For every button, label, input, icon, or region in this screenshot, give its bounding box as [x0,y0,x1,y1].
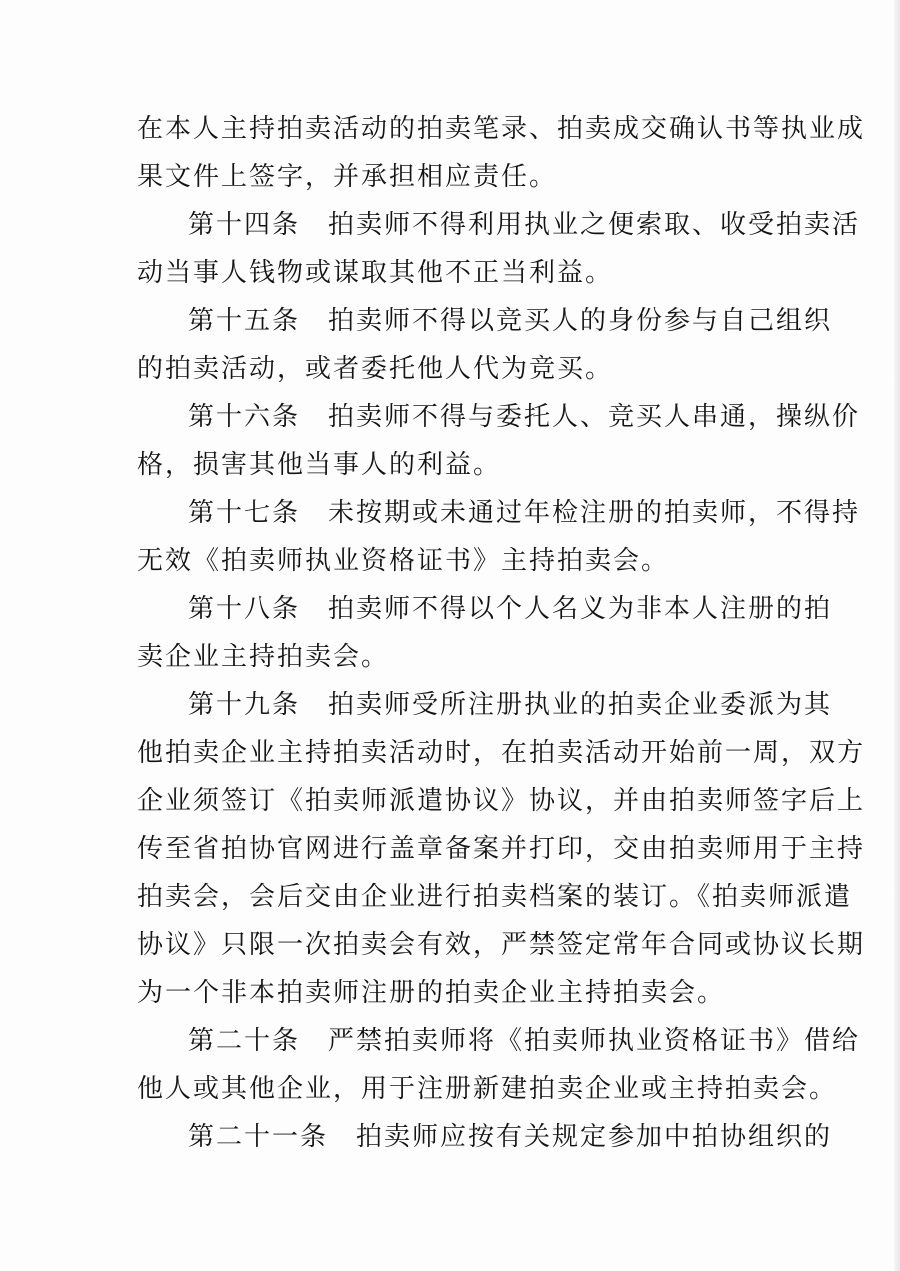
text-line: 无效《拍卖师执业资格证书》主持拍卖会。 [137,546,670,576]
text-line: 果文件上签字，并承担相应责任。 [137,162,558,192]
text-line: 他人或其他企业，用于注册新建拍卖企业或主持拍卖会。 [137,1074,838,1104]
text-line: 传至省拍协官网进行盖章备案并打印，交由拍卖师用于主持 [137,834,866,864]
page-edge-shadow [894,0,900,1271]
text-line: 为一个非本拍卖师注册的拍卖企业主持拍卖会。 [137,978,726,1008]
article-16-line: 第十六条 拍卖师不得与委托人、竞买人串通，操纵价 [188,402,861,432]
article-14-line: 第十四条 拍卖师不得利用执业之便索取、收受拍卖活 [188,210,861,240]
text-line: 卖企业主持拍卖会。 [137,642,390,672]
article-15-line: 第十五条 拍卖师不得以竞买人的身份参与自己组织 [188,306,833,336]
text-line: 在本人主持拍卖活动的拍卖笔录、拍卖成交确认书等执业成 [137,114,866,144]
text-line: 拍卖会，会后交由企业进行拍卖档案的装订。《拍卖师派遣 [137,882,853,912]
text-line: 动当事人钱物或谋取其他不正当利益。 [137,258,614,288]
article-18-line: 第十八条 拍卖师不得以个人名义为非本人注册的拍 [188,594,833,624]
text-line: 企业须签订《拍卖师派遣协议》协议，并由拍卖师签字后上 [137,786,866,816]
article-19-line: 第十九条 拍卖师受所注册执业的拍卖企业委派为其 [188,690,833,720]
article-17-line: 第十七条 未按期或未通过年检注册的拍卖师，不得持 [188,498,861,528]
text-line: 协议》只限一次拍卖会有效，严禁签定常年合同或协议长期 [137,930,866,960]
article-21-line: 第二十一条 拍卖师应按有关规定参加中拍协组织的 [188,1122,833,1152]
text-line: 他拍卖企业主持拍卖活动时，在拍卖活动开始前一周，双方 [137,738,866,768]
article-20-line: 第二十条 严禁拍卖师将《拍卖师执业资格证书》借给 [188,1026,861,1056]
text-line: 的拍卖活动，或者委托他人代为竞买。 [137,354,614,384]
text-line: 格，损害其他当事人的利益。 [137,450,502,480]
